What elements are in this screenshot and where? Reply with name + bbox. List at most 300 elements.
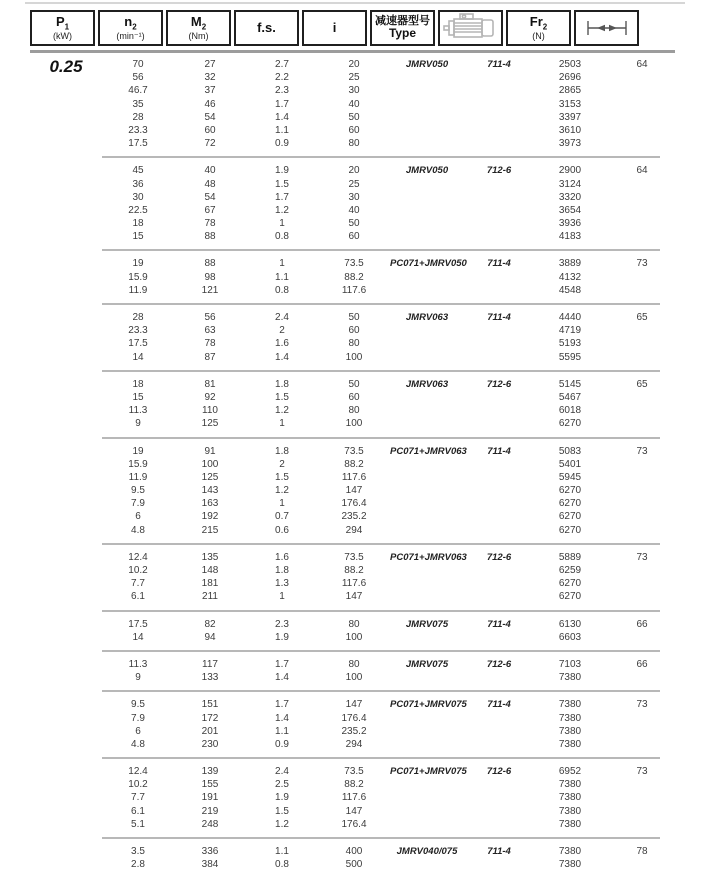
fr2-cell: 5595 <box>558 351 582 363</box>
block-separator <box>102 543 660 545</box>
table-row <box>0 337 709 350</box>
m2-cell: 163 <box>201 498 219 510</box>
header-n2: $n_2$ (min⁻¹) <box>98 10 163 46</box>
fr2-cell: 3889 <box>558 258 582 270</box>
m2-cell: 98 <box>204 271 216 283</box>
fr2-cell: 3320 <box>558 191 582 203</box>
fr2-cell: 2696 <box>558 72 582 84</box>
ratio-cell: 40 <box>348 98 360 110</box>
fs-cell: 1.4 <box>275 351 289 363</box>
ratio-cell: 88.2 <box>344 271 364 283</box>
motor-frame-cell: 711-4 <box>487 846 511 857</box>
block-separator <box>102 757 660 759</box>
m2-cell: 92 <box>204 391 216 403</box>
n2-cell: 11.3 <box>128 658 148 670</box>
fs-cell: 0.8 <box>275 859 289 871</box>
m2-cell: 181 <box>201 578 219 590</box>
n2-cell: 46.7 <box>128 85 148 97</box>
n2-cell: 9.5 <box>131 699 145 711</box>
ratio-cell: 176.4 <box>341 712 367 724</box>
dim-cell: 73 <box>636 258 648 270</box>
m2-cell: 110 <box>202 405 218 417</box>
fs-cell: 2.3 <box>275 618 289 630</box>
fs-cell: 1.7 <box>275 98 289 110</box>
m2-cell: 219 <box>201 805 219 817</box>
m2-cell: 117 <box>202 658 218 670</box>
reducer-block <box>0 844 709 872</box>
table-row <box>0 191 709 204</box>
ratio-cell: 117.6 <box>341 578 367 590</box>
block-separator <box>102 303 660 305</box>
ratio-cell: 88.2 <box>344 565 364 576</box>
m2-cell: 54 <box>204 191 216 203</box>
fs-cell: 1.2 <box>275 405 289 417</box>
header-fs: f.s. <box>234 10 299 46</box>
m2-cell: 133 <box>201 672 219 684</box>
m2-cell: 100 <box>201 458 219 470</box>
table-row <box>0 484 709 497</box>
n2-cell: 14 <box>132 631 144 643</box>
fs-cell: 1.6 <box>275 338 289 350</box>
m2-cell: 336 <box>201 846 219 857</box>
fs-cell: 1.5 <box>275 471 289 483</box>
m2-cell: 54 <box>204 111 216 123</box>
fr2-cell: 5945 <box>558 471 582 483</box>
fr2-cell: 3610 <box>558 124 582 136</box>
header-motor <box>438 10 503 46</box>
m2-cell: 32 <box>204 72 216 84</box>
table-row <box>0 137 709 150</box>
table-row <box>0 257 709 270</box>
n2-cell: 2.8 <box>131 859 145 871</box>
reducer-block <box>0 310 709 365</box>
m2-cell: 60 <box>204 124 216 136</box>
fr2-cell: 6270 <box>558 511 582 523</box>
block-separator <box>102 650 660 652</box>
fs-cell: 2.7 <box>275 59 289 70</box>
ratio-cell: 100 <box>345 631 363 643</box>
fs-cell: 1 <box>279 498 285 510</box>
fs-cell: 1.1 <box>275 846 289 857</box>
n2-cell: 11.9 <box>128 284 148 296</box>
fr2-cell: 3654 <box>558 204 582 216</box>
n2-cell: 7.9 <box>131 712 145 724</box>
n2-cell: 3.5 <box>131 846 145 857</box>
table-row <box>0 351 709 364</box>
ratio-cell: 100 <box>345 672 363 684</box>
table-row <box>0 618 709 631</box>
n2-cell: 10.2 <box>128 565 148 576</box>
n2-cell: 5.1 <box>131 818 145 830</box>
fr2-cell: 7380 <box>558 846 582 857</box>
type-cell: PC071+JMRV075 <box>390 699 467 711</box>
fs-cell: 1.9 <box>275 631 289 643</box>
n2-cell: 7.9 <box>131 498 145 510</box>
type-cell: JMRV040/075 <box>396 846 458 857</box>
fr2-cell: 6018 <box>558 405 582 417</box>
n2-cell: 12.4 <box>128 551 148 563</box>
fr2-cell: 5467 <box>558 391 582 403</box>
ratio-cell: 294 <box>345 524 363 536</box>
table-row <box>0 204 709 217</box>
reducer-block <box>0 444 709 538</box>
m2-cell: 148 <box>201 565 219 576</box>
m2-cell: 27 <box>204 59 216 70</box>
dim-cell: 73 <box>636 551 648 563</box>
fr2-cell: 6603 <box>558 631 582 643</box>
n2-cell: 11.9 <box>128 471 148 483</box>
type-cell: PC071+JMRV075 <box>390 766 467 778</box>
ratio-cell: 147 <box>345 805 363 817</box>
fs-cell: 1.3 <box>275 578 289 590</box>
fr2-cell: 7380 <box>558 779 582 791</box>
fr2-cell: 5889 <box>558 551 582 563</box>
n2-cell: 14 <box>132 351 144 363</box>
table-row <box>0 497 709 510</box>
ratio-cell: 20 <box>348 59 360 70</box>
table-row <box>0 778 709 791</box>
fs-cell: 1.6 <box>275 551 289 563</box>
table-row <box>0 564 709 577</box>
n2-cell: 11.3 <box>128 405 148 417</box>
table-row <box>0 58 709 71</box>
ratio-cell: 117.6 <box>341 284 367 296</box>
fr2-cell: 2503 <box>558 59 582 70</box>
dim-cell: 73 <box>636 699 648 711</box>
m2-cell: 248 <box>201 818 219 830</box>
fs-cell: 2.2 <box>275 72 289 84</box>
m2-cell: 384 <box>201 859 219 871</box>
ratio-cell: 235.2 <box>341 725 367 737</box>
header-ratio: i <box>302 10 367 46</box>
reducer-block <box>0 256 709 298</box>
table-row <box>0 765 709 778</box>
header-fr2: $Fr_2$ (N) <box>506 10 571 46</box>
type-cell: JMRV063 <box>405 312 449 323</box>
ratio-cell: 25 <box>348 72 360 84</box>
fr2-cell: 7103 <box>558 658 582 670</box>
n2-cell: 15.9 <box>128 458 148 470</box>
m2-cell: 211 <box>202 591 218 603</box>
m2-cell: 78 <box>204 338 216 350</box>
table-row <box>0 805 709 818</box>
m2-cell: 215 <box>201 524 219 536</box>
top-rule <box>25 2 685 4</box>
m2-cell: 201 <box>201 725 219 737</box>
m2-cell: 81 <box>204 378 216 390</box>
fr2-cell: 6270 <box>558 485 582 497</box>
ratio-cell: 60 <box>348 124 360 136</box>
dim-cell: 66 <box>636 618 648 630</box>
n2-cell: 6.1 <box>131 805 145 817</box>
shaft-dimension-icon <box>584 19 630 37</box>
dim-cell: 64 <box>636 165 648 177</box>
fr2-cell: 7380 <box>558 725 582 737</box>
type-cell: JMRV075 <box>405 618 449 630</box>
ratio-cell: 147 <box>345 591 363 603</box>
ratio-cell: 117.6 <box>341 471 367 483</box>
fs-cell: 1.5 <box>275 805 289 817</box>
m2-cell: 72 <box>204 138 216 150</box>
fr2-cell: 7380 <box>558 738 582 750</box>
n2-cell: 9 <box>135 418 141 430</box>
m2-cell: 172 <box>201 712 219 724</box>
fs-cell: 1.9 <box>275 792 289 804</box>
table-row <box>0 271 709 284</box>
table-row <box>0 111 709 124</box>
m2-cell: 143 <box>201 485 219 497</box>
fr2-cell: 6270 <box>558 591 582 603</box>
m2-cell: 135 <box>201 551 219 563</box>
m2-cell: 78 <box>204 218 216 230</box>
fs-cell: 1.9 <box>275 165 289 177</box>
reducer-block <box>0 57 709 151</box>
fr2-cell: 6130 <box>558 618 582 630</box>
n2-cell: 17.5 <box>128 138 148 150</box>
ratio-cell: 400 <box>345 846 363 857</box>
m2-cell: 121 <box>201 284 219 296</box>
fs-cell: 1.2 <box>275 204 289 216</box>
table-row <box>0 98 709 111</box>
fr2-cell: 6270 <box>558 524 582 536</box>
ratio-cell: 235.2 <box>341 511 367 523</box>
fr2-cell: 6270 <box>558 418 582 430</box>
header-type: 减速器型号 Type <box>370 10 435 46</box>
m2-cell: 56 <box>204 312 216 323</box>
header-p1: $P_1$ (kW) <box>30 10 95 46</box>
fs-cell: 1.2 <box>275 485 289 497</box>
fs-cell: 0.9 <box>275 738 289 750</box>
fs-cell: 1.4 <box>275 712 289 724</box>
fr2-cell: 5083 <box>558 445 582 457</box>
fs-cell: 1.7 <box>275 191 289 203</box>
reducer-block <box>0 550 709 605</box>
motor-frame-cell: 711-4 <box>487 699 511 711</box>
table-row <box>0 230 709 243</box>
table-row <box>0 391 709 404</box>
fr2-cell: 2900 <box>558 165 582 177</box>
fs-cell: 1 <box>279 258 285 270</box>
block-separator <box>102 690 660 692</box>
ratio-cell: 30 <box>348 85 360 97</box>
motor-frame-cell: 712-6 <box>486 658 512 670</box>
fs-cell: 1.8 <box>275 565 289 576</box>
fs-cell: 2.4 <box>275 766 289 778</box>
ratio-cell: 88.2 <box>344 779 364 791</box>
ratio-cell: 73.5 <box>344 766 364 778</box>
table-row <box>0 404 709 417</box>
ratio-cell: 50 <box>348 111 360 123</box>
n2-cell: 70 <box>132 59 144 70</box>
type-cell: JMRV075 <box>405 658 449 670</box>
m2-cell: 87 <box>204 351 216 363</box>
fs-cell: 1 <box>279 591 285 603</box>
motor-frame-cell: 712-6 <box>486 378 512 390</box>
motor-frame-cell: 711-4 <box>487 618 511 630</box>
n2-cell: 4.8 <box>131 738 145 750</box>
n2-cell: 6 <box>135 725 141 737</box>
block-separator <box>102 370 660 372</box>
table-row <box>0 725 709 738</box>
fr2-cell: 5193 <box>558 338 582 350</box>
fr2-cell: 2865 <box>558 85 582 97</box>
table-row <box>0 471 709 484</box>
fs-cell: 2.3 <box>275 85 289 97</box>
block-separator <box>102 610 660 612</box>
fr2-cell: 7380 <box>558 699 582 711</box>
fs-cell: 0.8 <box>275 284 289 296</box>
fr2-cell: 4440 <box>558 312 582 323</box>
ratio-cell: 88.2 <box>344 458 364 470</box>
fr2-cell: 6259 <box>558 565 582 576</box>
ratio-cell: 80 <box>348 338 360 350</box>
reducer-block <box>0 657 709 685</box>
reducer-block <box>0 163 709 244</box>
fs-cell: 1.5 <box>275 391 289 403</box>
table-row <box>0 178 709 191</box>
n2-cell: 6 <box>135 511 141 523</box>
m2-cell: 88 <box>204 258 216 270</box>
fs-cell: 0.7 <box>275 511 289 523</box>
table-row <box>0 124 709 137</box>
reducer-blocks <box>0 57 709 872</box>
m2-cell: 48 <box>204 178 216 190</box>
m2-cell: 46 <box>204 98 216 110</box>
ratio-cell: 147 <box>345 485 363 497</box>
table-row <box>0 791 709 804</box>
ratio-cell: 80 <box>348 658 360 670</box>
fr2-cell: 7380 <box>558 859 582 871</box>
table-row <box>0 510 709 523</box>
m2-cell: 37 <box>204 85 216 97</box>
dim-cell: 78 <box>636 846 648 857</box>
table-row <box>0 324 709 337</box>
motor-icon <box>443 13 499 43</box>
ratio-cell: 30 <box>348 191 360 203</box>
m2-cell: 88 <box>204 231 216 243</box>
n2-cell: 19 <box>132 258 144 270</box>
m2-cell: 94 <box>204 631 216 643</box>
fr2-cell: 7380 <box>558 818 582 830</box>
ratio-cell: 20 <box>348 165 360 177</box>
n2-cell: 28 <box>132 111 144 123</box>
fs-cell: 0.9 <box>275 138 289 150</box>
dim-cell: 66 <box>636 658 648 670</box>
table-row <box>0 738 709 751</box>
header-dim <box>574 10 639 46</box>
table-row <box>0 458 709 471</box>
block-separator <box>102 437 660 439</box>
m2-cell: 67 <box>204 204 216 216</box>
block-separator <box>102 249 660 251</box>
fr2-cell: 7380 <box>558 672 582 684</box>
ratio-cell: 80 <box>348 618 360 630</box>
motor-frame-cell: 712-6 <box>486 165 512 177</box>
power-rating: 0.25 <box>49 57 83 76</box>
ratio-cell: 176.4 <box>341 498 367 510</box>
dim-cell: 73 <box>636 766 648 778</box>
type-cell: JMRV050 <box>405 165 449 177</box>
ratio-cell: 40 <box>348 204 360 216</box>
m2-cell: 91 <box>204 445 216 457</box>
table-row <box>0 417 709 430</box>
fs-cell: 1 <box>279 218 285 230</box>
type-cell: PC071+JMRV050 <box>390 258 467 270</box>
fs-cell: 2.4 <box>275 312 289 323</box>
ratio-cell: 60 <box>348 325 360 337</box>
ratio-cell: 73.5 <box>344 551 364 563</box>
table-row <box>0 524 709 537</box>
motor-frame-cell: 712-6 <box>486 766 512 778</box>
m2-cell: 191 <box>201 792 219 804</box>
fs-cell: 1.1 <box>275 124 289 136</box>
fr2-cell: 3153 <box>558 98 582 110</box>
table-row <box>0 845 709 858</box>
fr2-cell: 6270 <box>558 578 582 590</box>
n2-cell: 12.4 <box>128 766 148 778</box>
n2-cell: 4.8 <box>131 524 145 536</box>
m2-cell: 82 <box>204 618 216 630</box>
fs-cell: 1.8 <box>275 378 289 390</box>
table-row <box>0 71 709 84</box>
m2-cell: 139 <box>201 766 219 778</box>
table-row <box>0 671 709 684</box>
fs-cell: 1.7 <box>275 658 289 670</box>
ratio-cell: 176.4 <box>341 818 367 830</box>
table-row <box>0 858 709 871</box>
type-cell: JMRV063 <box>405 378 449 390</box>
ratio-cell: 80 <box>348 138 360 150</box>
ratio-cell: 50 <box>348 378 360 390</box>
block-separator <box>102 837 660 839</box>
fs-cell: 1.4 <box>275 672 289 684</box>
n2-cell: 35 <box>132 98 144 110</box>
n2-cell: 56 <box>132 72 144 84</box>
m2-cell: 40 <box>204 165 216 177</box>
type-cell: PC071+JMRV063 <box>390 551 467 563</box>
fr2-cell: 7380 <box>558 712 582 724</box>
n2-cell: 23.3 <box>128 124 148 136</box>
fs-cell: 1 <box>279 418 285 430</box>
table-row <box>0 698 709 711</box>
header-underline <box>30 50 675 53</box>
ratio-cell: 60 <box>348 231 360 243</box>
table-row <box>0 311 709 324</box>
fs-cell: 1.2 <box>275 818 289 830</box>
ratio-cell: 147 <box>345 699 363 711</box>
ratio-cell: 50 <box>348 312 360 323</box>
reducer-block <box>0 697 709 752</box>
fs-cell: 1.8 <box>275 445 289 457</box>
motor-frame-cell: 711-4 <box>487 312 511 323</box>
table-row <box>0 818 709 831</box>
ratio-cell: 25 <box>348 178 360 190</box>
m2-cell: 155 <box>201 779 219 791</box>
n2-cell: 45 <box>132 165 144 177</box>
n2-cell: 17.5 <box>128 338 148 350</box>
table-row <box>0 577 709 590</box>
m2-cell: 63 <box>204 325 216 337</box>
table-row <box>0 164 709 177</box>
fr2-cell: 7380 <box>558 792 582 804</box>
n2-cell: 23.3 <box>128 325 148 337</box>
table-header <box>30 10 639 46</box>
m2-cell: 125 <box>201 418 219 430</box>
fr2-cell: 3124 <box>558 178 582 190</box>
block-separator <box>102 156 660 158</box>
ratio-cell: 73.5 <box>344 258 364 270</box>
type-cell: JMRV050 <box>405 59 449 70</box>
